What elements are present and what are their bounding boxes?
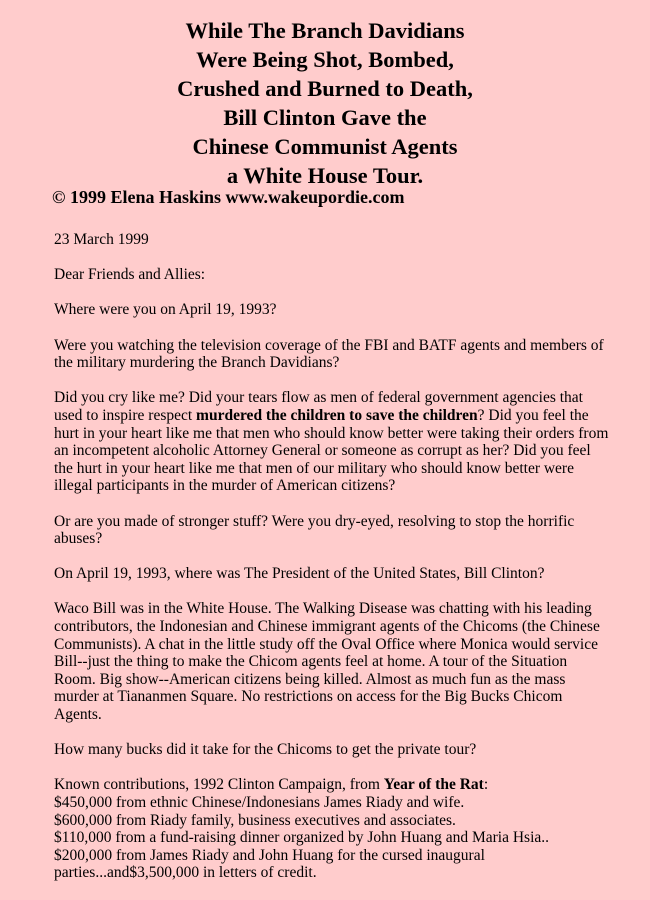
paragraph-line: illegal participants in the murder of American citizens? — [54, 477, 396, 495]
paragraph: How many bucks did it take for the Chicoms to get the private tour? — [54, 741, 477, 759]
paragraph-line: Or are you made of stronger stuff? Were you dry-eyed, resolving to stop the horrific — [54, 512, 575, 530]
paragraph-line: Were you watching the television coverage of the FBI and BATF agents and members of — [54, 336, 604, 354]
text-run: : — [483, 776, 489, 794]
contribution-line: $600,000 from Riady family, business executives and associates. — [54, 811, 456, 829]
bold-phrase: murdered the children to save the children — [196, 406, 478, 424]
paragraph — [54, 513, 634, 548]
salutation: Dear Friends and Allies: — [54, 266, 206, 284]
paragraph-line: murder at Tiananmen Square. No restrictions on access for the Big Bucks Chicom — [54, 688, 563, 706]
paragraph-line — [54, 407, 634, 425]
letter-body — [54, 231, 634, 900]
text-run: used to inspire respect — [54, 406, 197, 424]
headline-line: Bill Clinton Gave the — [223, 105, 427, 130]
text-run: ? Did you feel the — [477, 406, 589, 424]
paragraph-line: hurt in your heart like me that men who should know better were taking their orders from — [54, 424, 609, 442]
contribution-line: $450,000 from ethnic Chinese/Indonesians James Riady and wife. — [54, 794, 465, 811]
paragraph-line: Communists). A chat in the little study off the Oval Office where Monica would service — [54, 635, 598, 653]
contribution-line: parties...and$3,500,000 in letters of credit. — [54, 864, 317, 882]
letter-date: 23 March 1999 — [54, 231, 149, 248]
paragraph-line: contributors, the Indonesian and Chinese immigrant agents of the Chicoms (the Chinese — [54, 618, 600, 636]
contribution-line: $110,000 from a fund-raising dinner organized by John Huang and Maria Hsia.. — [54, 829, 550, 847]
paragraph — [54, 389, 634, 495]
bold-phrase: Year of the Rat — [383, 776, 484, 794]
paragraph: On April 19, 1993, where was The President of the United States, Bill Clinton? — [54, 565, 545, 583]
headline-line: While The Branch Davidians — [185, 18, 465, 43]
paragraph-line: Did you cry like me? Did your tears flow as men of federal government agencies that — [54, 389, 583, 407]
contributions-list — [54, 776, 634, 882]
paragraph — [54, 337, 634, 372]
contribution-line: $200,000 from James Riady and John Huang for the cursed inaugural — [54, 846, 485, 864]
paragraph-line: Bill--just the thing to make the Chicom agents feel at home. A tour of the Situation — [54, 653, 568, 671]
paragraph-line: Agents. — [54, 706, 102, 724]
headline-line: a White House Tour. — [226, 163, 424, 188]
text-run: Known contributions, 1992 Clinton Campaign, from — [54, 776, 384, 794]
copyright-notice: © 1999 Elena Haskins www.wakeupordie.com — [52, 187, 405, 207]
headline-line: Chinese Communist Agents — [192, 134, 458, 159]
paragraph — [54, 600, 634, 723]
paragraph: Where were you on April 19, 1993? — [54, 301, 277, 319]
paragraph-line: the military murdering the Branch Davidians? — [54, 354, 340, 372]
paragraph-line: abuses? — [54, 530, 103, 548]
headline — [0, 16, 650, 190]
paragraph-line: Waco Bill was in the White House. The Walking Disease was chatting with his leading — [54, 600, 592, 618]
headline-line: Were Being Shot, Bombed, — [196, 47, 454, 72]
paragraph-line: the hurt in your heart like me that men of our military who should know better were — [54, 459, 574, 477]
paragraph-line: an incompetent alcoholic Attorney General or someone as corrupt as her? Did you feel — [54, 442, 591, 460]
paragraph-line — [54, 776, 634, 794]
paragraph-line: Room. Big show--American citizens being killed. Almost as much fun as the mass — [54, 670, 566, 688]
headline-line: Crushed and Burned to Death, — [177, 76, 473, 101]
